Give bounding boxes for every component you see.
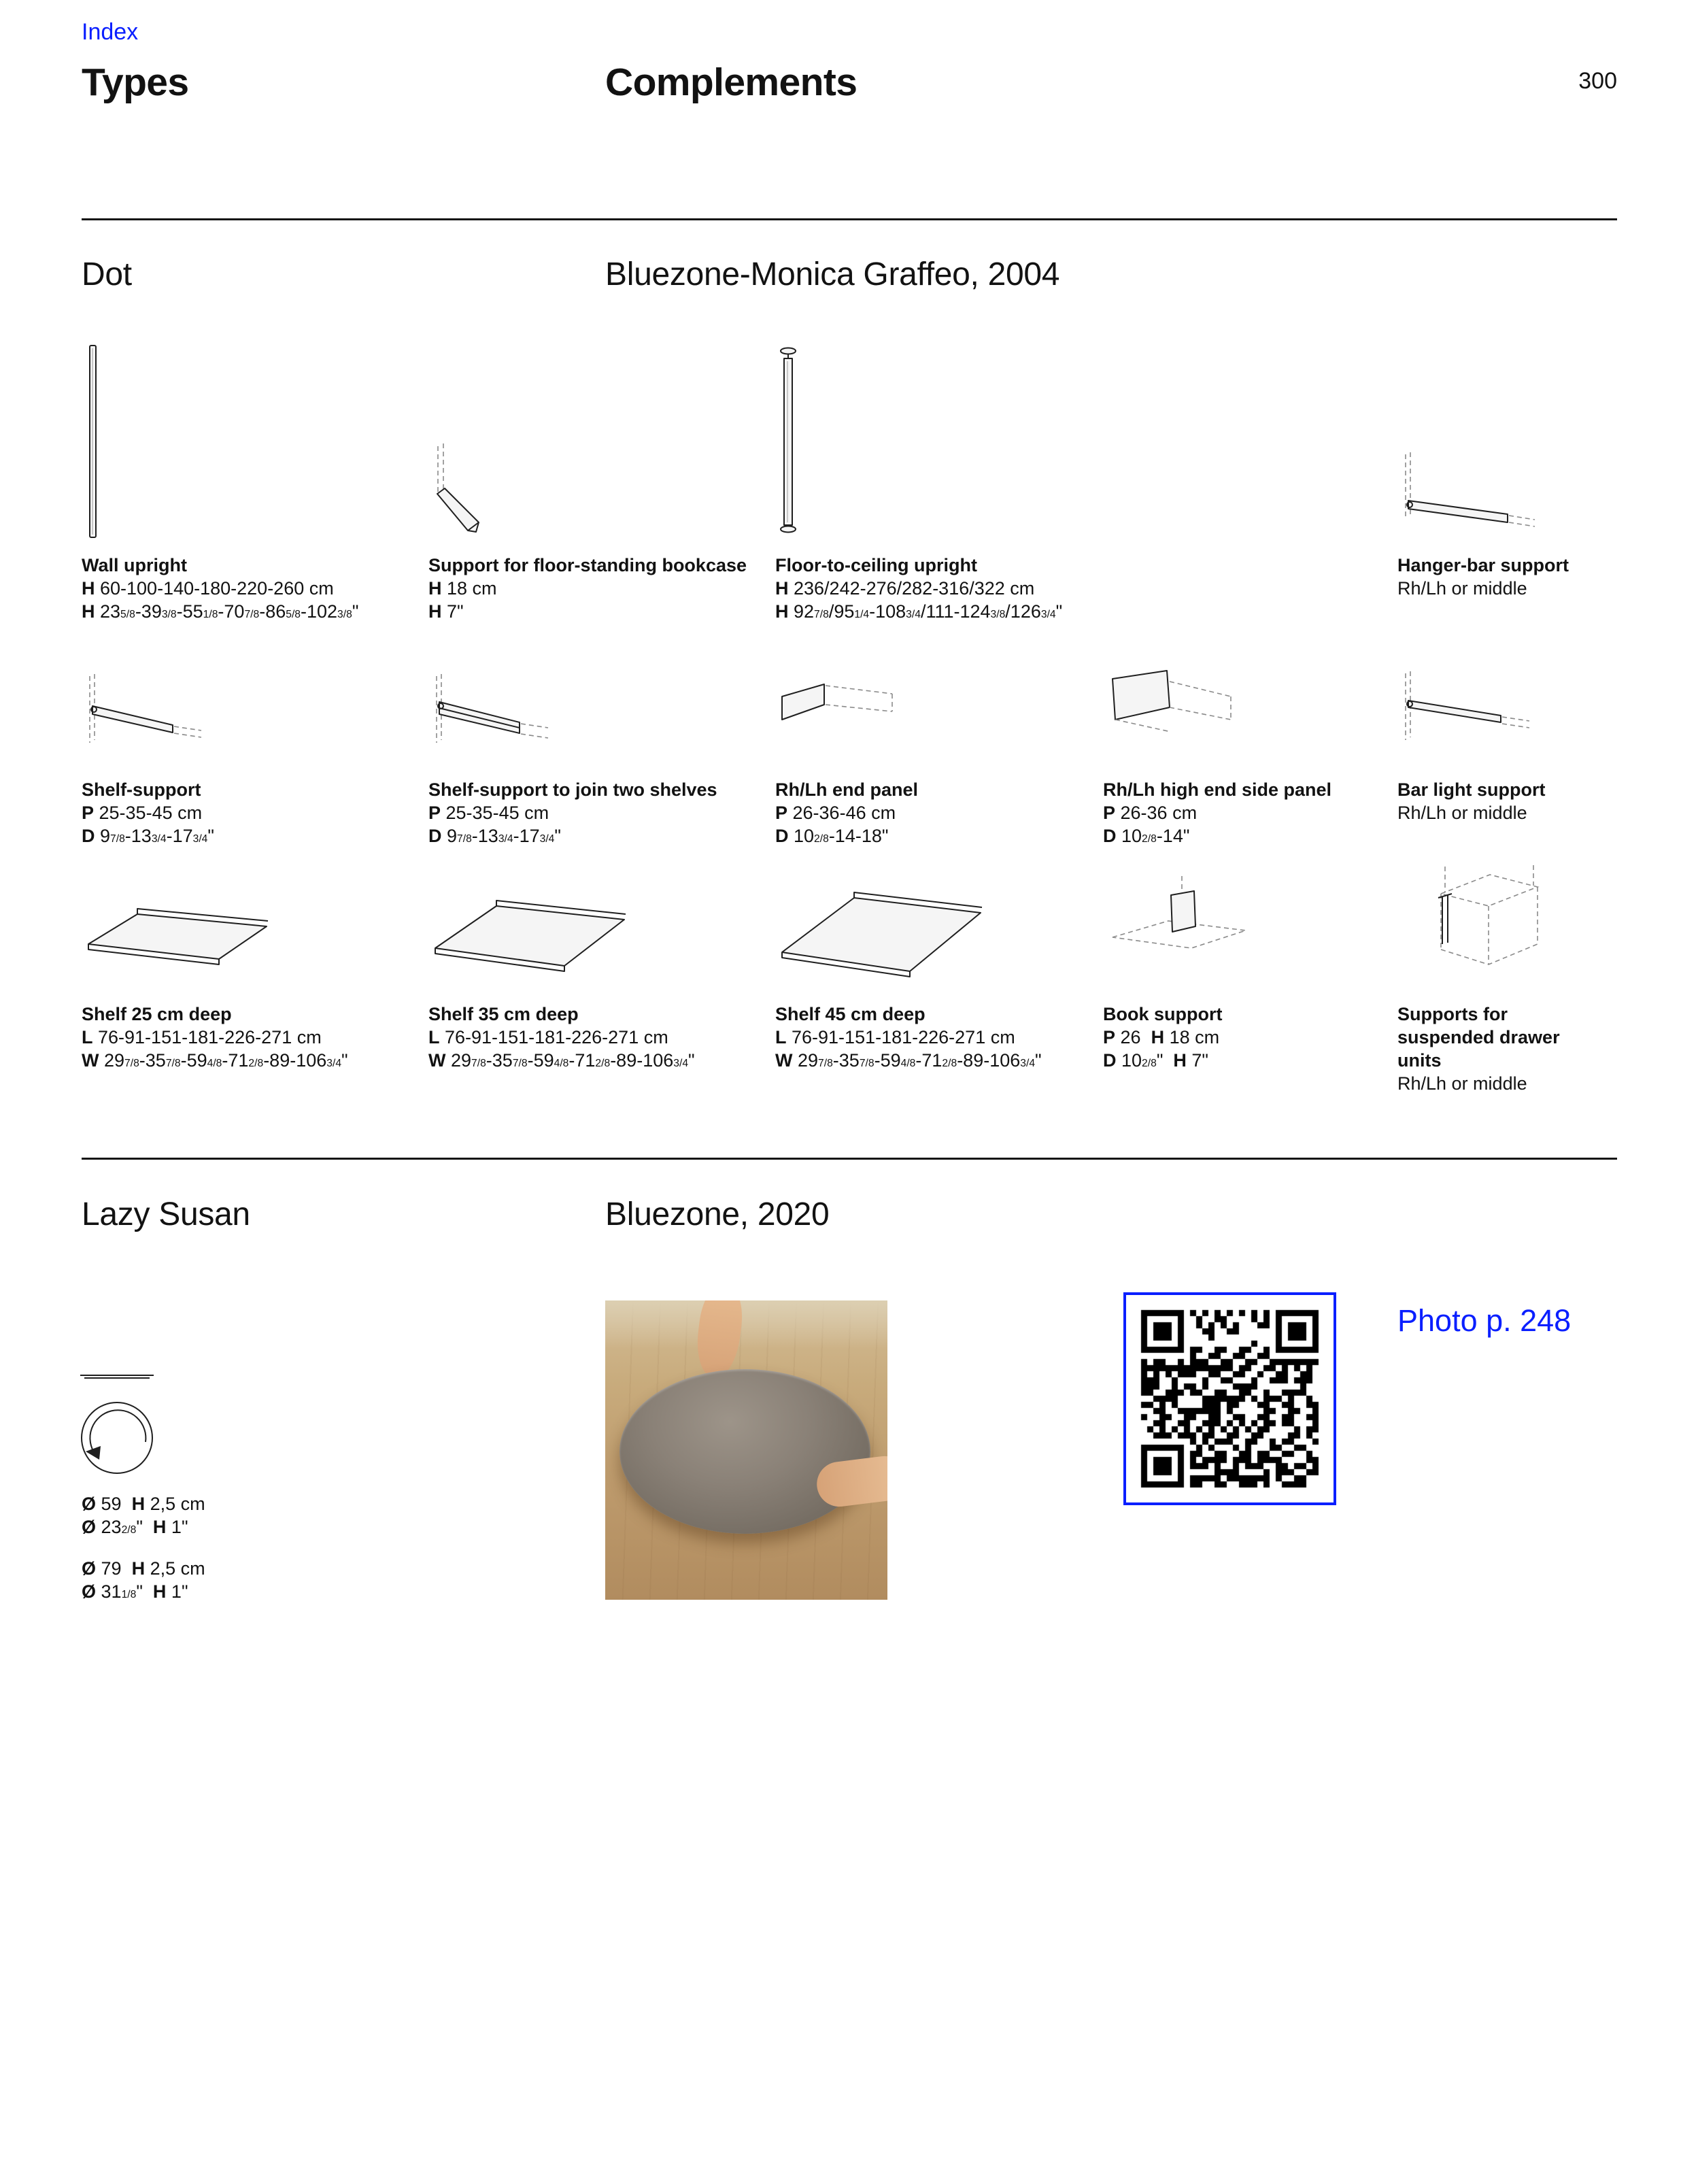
qr-code xyxy=(1123,1292,1336,1505)
product-spec-metric: H 18 cm xyxy=(428,578,497,599)
product-spec-imperial: D 102/8-14" xyxy=(1103,826,1190,846)
product-spec-metric: L 76-91-151-181-226-271 cm xyxy=(428,1027,668,1047)
product-name: Supports for suspended drawer units xyxy=(1397,1004,1560,1071)
product-spec-imperial: H 7" xyxy=(428,601,464,622)
product-high-side-panel xyxy=(1103,667,1389,851)
product-spec-metric: L 76-91-151-181-226-271 cm xyxy=(82,1027,322,1047)
product-name: Wall upright xyxy=(82,555,187,575)
shelf-support-join-drawing xyxy=(428,667,772,769)
product-name: Bar light support xyxy=(1397,779,1546,800)
bookcase-support-drawing xyxy=(428,340,772,544)
lazy-susan-specs xyxy=(82,1492,205,1622)
product-spec-imperial: W 297/8-357/8-594/8-712/8-89-1063/4" xyxy=(775,1050,1042,1071)
product-shelf-35 xyxy=(428,864,772,1075)
product-end-panel xyxy=(775,667,1098,851)
page-title-complements: Complements xyxy=(605,61,858,104)
product-spec-metric: H 60-100-140-180-220-260 cm xyxy=(82,578,334,599)
section-divider xyxy=(82,1158,1617,1160)
product-spec-metric: P 25-35-45 cm xyxy=(82,803,203,823)
product-name: Rh/Lh high end side panel xyxy=(1103,779,1332,800)
product-spec-imperial: D 102/8" H 7" xyxy=(1103,1050,1209,1071)
page-number: 300 xyxy=(1578,68,1617,94)
product-shelf-support xyxy=(82,667,408,851)
product-spec-metric: Rh/Lh or middle xyxy=(1397,803,1527,823)
end-panel-drawing xyxy=(775,667,1098,769)
product-name: Floor-to-ceiling upright xyxy=(775,555,977,575)
shelf-45-drawing xyxy=(775,864,1098,993)
product-bar-light-support xyxy=(1397,667,1601,824)
product-suspended-drawer-supports xyxy=(1397,864,1601,1095)
qr-code-pattern xyxy=(1132,1300,1328,1497)
lazy-susan-spec-metric: Ø 59 H 2,5 cm xyxy=(82,1494,205,1514)
page-title-types: Types xyxy=(82,61,189,104)
shelf-support-drawing xyxy=(82,667,408,769)
wall-upright-drawing xyxy=(82,340,408,544)
product-name: Support for floor-standing bookcase xyxy=(428,555,747,575)
photo-page-link[interactable]: Photo p. 248 xyxy=(1397,1303,1572,1338)
product-spec-metric: P 26-36 cm xyxy=(1103,803,1198,823)
high-side-panel-drawing xyxy=(1103,667,1389,769)
product-name: Book support xyxy=(1103,1004,1223,1024)
book-support-drawing xyxy=(1103,864,1389,993)
hanger-bar-support-drawing xyxy=(1397,340,1601,544)
product-spec-imperial: W 297/8-357/8-594/8-712/8-89-1063/4" xyxy=(428,1050,695,1071)
product-spec-metric: P 26 H 18 cm xyxy=(1103,1027,1220,1047)
product-spec-imperial: D 102/8-14-18" xyxy=(775,826,889,846)
section-title-lazy-susan: Lazy Susan xyxy=(82,1196,250,1232)
product-shelf-25 xyxy=(82,864,408,1075)
product-book-support xyxy=(1103,864,1389,1075)
product-spec-metric: P 26-36-46 cm xyxy=(775,803,896,823)
lazy-susan-photo xyxy=(605,1300,887,1600)
lazy-susan-spec-metric: Ø 79 H 2,5 cm xyxy=(82,1558,205,1579)
product-name: Shelf-support to join two shelves xyxy=(428,779,717,800)
section-title-dot: Dot xyxy=(82,256,132,292)
product-name: Shelf-support xyxy=(82,779,201,800)
product-spec-metric: P 25-35-45 cm xyxy=(428,803,549,823)
bar-light-support-drawing xyxy=(1397,667,1601,769)
index-link[interactable]: Index xyxy=(82,19,139,45)
hand-top xyxy=(693,1300,746,1381)
section-designer-lazy-susan: Bluezone, 2020 xyxy=(605,1196,830,1232)
product-spec-imperial: D 97/8-133/4-173/4" xyxy=(428,826,561,846)
lazy-susan-spec-imperial: Ø 311/8" H 1" xyxy=(82,1581,188,1602)
lazy-susan-drawing xyxy=(75,1366,197,1492)
product-spec-imperial: H 235/8-393/8-551/8-707/8-865/8-1023/8" xyxy=(82,601,359,622)
product-spec-imperial: W 297/8-357/8-594/8-712/8-89-1063/4" xyxy=(82,1050,348,1071)
product-spec-metric: H 236/242-276/282-316/322 cm xyxy=(775,578,1035,599)
product-spec-imperial: H 927/8/951/4-1083/4/111-1243/8/1263/4" xyxy=(775,601,1063,622)
product-spec-metric: Rh/Lh or middle xyxy=(1397,578,1527,599)
product-hanger-bar-support xyxy=(1397,340,1601,600)
section-divider xyxy=(82,218,1617,220)
floor-ceiling-upright-drawing xyxy=(775,340,1098,544)
section-designer-dot: Bluezone-Monica Graffeo, 2004 xyxy=(605,256,1060,292)
table-background xyxy=(605,1300,887,1348)
product-floor-ceiling-upright xyxy=(775,340,1098,626)
product-shelf-support-join xyxy=(428,667,772,851)
product-spec-metric: L 76-91-151-181-226-271 cm xyxy=(775,1027,1015,1047)
product-spec-metric: Rh/Lh or middle xyxy=(1397,1073,1527,1094)
suspended-drawer-supports-drawing xyxy=(1397,864,1601,993)
shelf-35-drawing xyxy=(428,864,772,993)
product-name: Rh/Lh end panel xyxy=(775,779,919,800)
lazy-susan-spec-imperial: Ø 232/8" H 1" xyxy=(82,1517,188,1537)
shelf-25-drawing xyxy=(82,864,408,993)
product-wall-upright xyxy=(82,340,408,626)
product-name: Shelf 25 cm deep xyxy=(82,1004,232,1024)
product-bookcase-support xyxy=(428,340,772,623)
product-name: Shelf 45 cm deep xyxy=(775,1004,926,1024)
product-name: Hanger-bar support xyxy=(1397,555,1569,575)
lazy-susan-disc xyxy=(619,1369,870,1534)
product-name: Shelf 35 cm deep xyxy=(428,1004,579,1024)
product-spec-imperial: D 97/8-133/4-173/4" xyxy=(82,826,214,846)
product-shelf-45 xyxy=(775,864,1098,1075)
